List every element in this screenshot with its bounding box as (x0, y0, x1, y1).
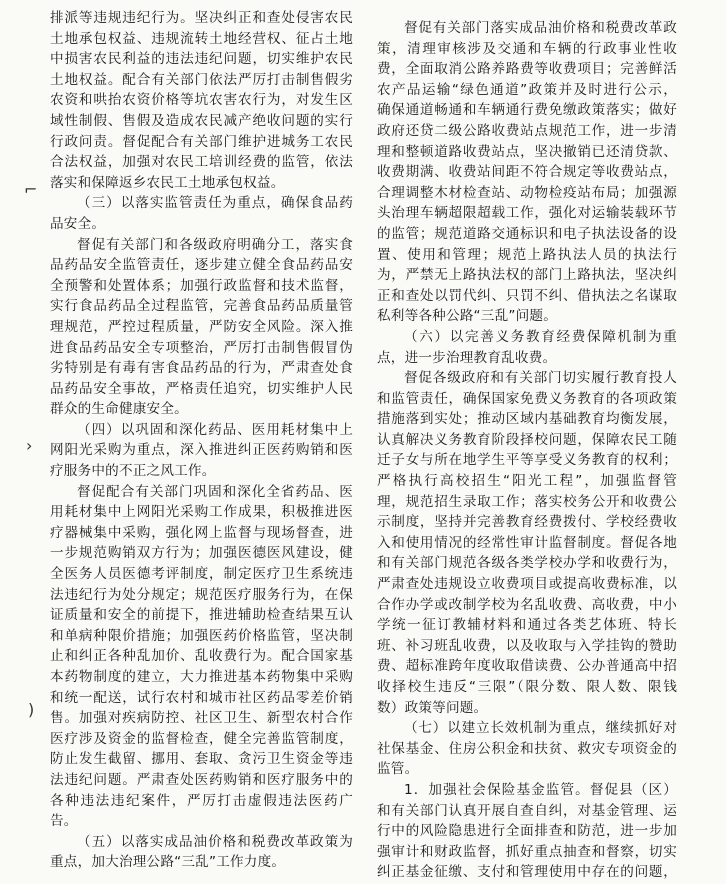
text-line: 收择校生违反“三限”（限分数、限人数、限钱 (377, 679, 677, 695)
text-line: 示制度，坚持并完善教育经费拨付、学校经费收 (377, 514, 677, 531)
text-line: 强审计和财政监督，抓好重点抽查和督察，切实 (377, 843, 677, 860)
text-line: 私利等各种公路“三乱”问题。 (377, 308, 558, 325)
text-line: 督促配合有关部门巩固和深化全省药品、医 (77, 483, 353, 500)
text-line: 行中的风险隐患进行全面排查和防范，进一步加 (377, 823, 677, 840)
right-column (377, 18, 677, 883)
text-line: 全医务人员医德考评制度，制定医疗卫生系统违 (50, 566, 353, 583)
text-line: 和监管责任，确保国家免费义务教育的各项政策 (377, 390, 677, 407)
text-line: 认真解决义务教育阶段择校问题，保障农民工随 (377, 431, 677, 448)
text-line: 严肃查处违规设立收费项目或提高收费标准，以 (377, 576, 677, 593)
text-line: 置、使用和管理；规范上路执法人员的执法行 (377, 246, 677, 263)
paragraph (50, 193, 353, 234)
text-line: 费、超标准跨年度收取借读费、公办普通高中招 (377, 658, 677, 675)
text-line: （三）以落实监管责任为重点，确保食品药 (77, 195, 353, 212)
text-line: 点，进一步治理教育乱收费。 (377, 349, 557, 366)
text-line: 监管。 (377, 761, 419, 778)
text-line: 的监管；规范道路交通标识和电子执法设备的设 (377, 225, 677, 242)
text-line: 收费期满、收费站间距不符合规定等收费站点， (377, 164, 677, 181)
text-line: 和有关部门认真开展自查自纠，对基金管理、运 (377, 802, 677, 819)
text-line: 社保基金、住房公积金和扶贫、救灾专项资金的 (377, 740, 677, 757)
text-line: 严格执行高校招生“阳光工程”，加强监督管 (377, 473, 677, 490)
text-line: 为，严禁无上路执法权的部门上路执法，坚决纠 (377, 267, 677, 284)
text-line: 措施落到实处；推动区域内基础教育均衡发展， (377, 411, 677, 428)
left-column (50, 8, 353, 873)
paragraph (50, 8, 353, 193)
text-line: 土地承包权益、违规流转土地经营权、征占土地 (50, 30, 353, 47)
text-line: 一步规范购销双方行为；加强医德医风建设，健 (50, 545, 353, 562)
text-line: 法违纪行为处分规定；规范医疗服务行为，在保 (50, 586, 353, 603)
text-line: 理和整顿道路收费站点，坚决撤销已还清贷款、 (377, 143, 677, 160)
text-line: 疗器械集中采购，强化网上监督与现场督查，进 (50, 524, 353, 541)
paragraph (377, 327, 677, 368)
text-line: 和统一配送，试行农村和城市社区药品零差价销 (50, 689, 353, 706)
text-line: 纠正基金征缴、支付和管理使用中存在的问题， (377, 864, 677, 881)
binding-mark-icon: ⌐ (24, 180, 38, 199)
text-line: 入和使用情况的经常性审计监督制度。督促各地 (377, 534, 677, 551)
text-line: 全预警和处置体系；加强行政监督和技术监督， (50, 277, 353, 294)
text-line: 各种违法违纪案件，严厉打击虚假违法医药广 (50, 792, 353, 809)
paragraph (50, 420, 353, 482)
paragraph (377, 18, 677, 327)
paragraph (377, 368, 677, 718)
text-line: 学统一征订教辅材料和通过各类艺体班、特长 (377, 617, 677, 634)
text-line: （七）以建立长效机制为重点，继续抓好对 (404, 720, 677, 737)
text-line: 品药品安全监管责任，逐步建立健全食品药品安 (50, 257, 353, 274)
binding-mark-icon: › (26, 436, 33, 455)
text-line: 告。 (50, 813, 78, 830)
text-line: 本药物制度的建立，大力推进基本药物集中采购 (50, 669, 353, 685)
paragraph (50, 235, 353, 420)
text-line: （四）以巩固和深化药品、医用耗材集中上 (77, 421, 353, 438)
text-line: （五）以落实成品油价格和税费改革政策为 (77, 833, 353, 850)
text-line: 数）政策等问题。 (377, 699, 488, 716)
text-line: 品安全。 (50, 215, 106, 232)
paragraph (50, 832, 353, 873)
text-line: 进食品药品安全专项整治，严厉打击制售假冒伪 (50, 339, 353, 356)
text-line: 1．加强社会保险基金监管。督促县（区） (404, 781, 677, 798)
text-line: 重点，加大治理公路“三乱”工作力度。 (50, 854, 286, 871)
text-line: 落实和保障返乡农民工土地承包权益。 (50, 174, 285, 191)
text-line: 正和查处以罚代纠、只罚不纠、借执法之名谋取 (377, 287, 677, 304)
text-line: 品药品安全事故，严格责任追究，切实维护人民 (50, 380, 353, 397)
text-line: 合作办学或改制学校为名乱收费、高收费，中小 (377, 596, 677, 613)
text-line: 合理调整木材检查站、动物检疫站布局；加强源 (377, 184, 677, 201)
text-line: 班、补习班乱收费，以及收取与入学挂钩的赞助 (377, 637, 677, 654)
text-line: 网阳光采购为重点，深入推进纠正医药购销和医 (50, 442, 353, 459)
text-line: 确保通道畅通和车辆通行费免缴政策落实；做好 (377, 102, 677, 119)
text-line: 督促各级政府和有关部门切实履行教育投人 (404, 370, 677, 387)
text-line: 理规范，严控过程质量，严防安全风险。深入推 (50, 318, 353, 335)
text-line: 策，清理审核涉及交通和车辆的行政事业性收 (377, 40, 677, 57)
text-line: 行政问责。督促配合有关部门维护进城务工农民 (50, 133, 353, 150)
text-line: 督促有关部门和各级政府明确分工，落实食 (77, 236, 353, 253)
text-line: 劣特别是有毒有害食品药品的行为，严肃查处食 (50, 360, 353, 377)
text-line: 法违纪问题。严肃查处医药购销和医疗服务中的 (50, 771, 353, 788)
text-line: 迁子女与所在地学生平等享受义务教育的权利； (377, 452, 677, 469)
text-line: 土地权益。配合有关部门依法严厉打击制售假劣 (50, 71, 353, 88)
text-line: 用耗材集中上网阳光采购工作成果，积极推进医 (50, 504, 353, 521)
text-line: 中损害农民利益的违法违纪问题，切实维护农民 (50, 51, 353, 68)
binding-mark-icon: ) (28, 700, 35, 719)
text-line: 理，规范招生录取工作；落实校务公开和收费公 (377, 493, 677, 510)
text-line: 合法权益，加强对农民工培训经费的监管，依法 (50, 154, 353, 171)
paragraph (377, 718, 677, 780)
text-line: 实行食品药品全过程监管，完善食品药品质量管 (50, 298, 353, 315)
text-line: 农产品运输“绿色通道”政策并及时进行公示， (377, 81, 677, 98)
text-line: 防止发生截留、挪用、套取、贪污卫生资金等违 (50, 751, 353, 768)
text-line: 督促有关部门落实成品油价格和税费改革政 (404, 20, 677, 36)
text-line: 医疗涉及资金的监督检查，健全完善监管制度， (50, 730, 353, 747)
text-line: 农资和哄抬农资价格等坑农害农行为，对发生区 (50, 92, 353, 109)
text-line: 政府还贷二级公路收费站点规范工作，进一步清 (377, 122, 677, 139)
paragraph (377, 780, 677, 883)
text-line: 群众的生命健康安全。 (50, 401, 188, 418)
paragraph (50, 482, 353, 832)
text-line: 头治理车辆超限超载工作，强化对运输装载环节 (377, 205, 677, 222)
text-line: 和有关部门规范各级各类学校办学和收费行为， (377, 555, 677, 572)
text-line: 售。加强对疾病防控、社区卫生、新型农村合作 (50, 710, 353, 727)
text-line: 疗服务中的不正之风工作。 (50, 463, 216, 480)
text-line: 和单病种限价措施；加强医药价格监管，坚决制 (50, 627, 353, 644)
text-line: 止和纠正各种乱加价、乱收费行为。配合国家基 (50, 648, 353, 665)
text-line: 域性制假、售假及造成农民减产绝收问题的实行 (50, 112, 353, 129)
text-line: 排派等违规违纪行为。坚决纠正和查处侵害农民 (50, 10, 353, 26)
text-line: 费，全面取消公路养路费等收费项目；完善鲜活 (377, 61, 677, 78)
text-line: 证质量和安全的前提下，推进辅助检查结果互认 (50, 607, 353, 624)
text-line: （六）以完善义务教育经费保障机制为重 (404, 328, 677, 345)
